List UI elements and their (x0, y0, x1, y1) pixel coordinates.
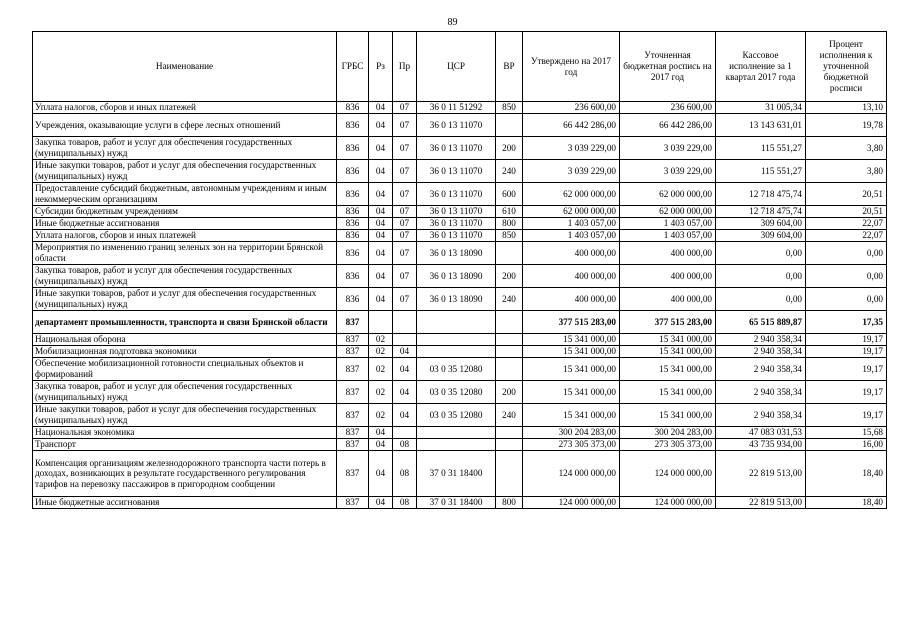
cell-percent: 3,80 (806, 137, 887, 160)
cell-vr: 600 (496, 183, 523, 206)
cell-pr: 07 (393, 137, 417, 160)
cell-pr (393, 311, 417, 334)
cell-rz: 04 (369, 427, 393, 439)
cell-cash: 309 604,00 (716, 218, 806, 230)
cell-pr (393, 334, 417, 346)
cell-csr: 03 0 35 12080 (417, 404, 496, 427)
cell-grbs: 837 (337, 427, 369, 439)
cell-name: Предоставление субсидий бюджетным, автономным учреждениям и иным некоммерческим организациям (33, 183, 337, 206)
cell-csr: 36 0 13 11070 (417, 137, 496, 160)
cell-approved: 300 204 283,00 (523, 427, 620, 439)
cell-percent: 19,17 (806, 358, 887, 381)
cell-csr (417, 439, 496, 451)
cell-cash: 13 143 631,01 (716, 114, 806, 137)
cell-approved: 236 600,00 (523, 102, 620, 114)
cell-refined: 400 000,00 (620, 265, 716, 288)
cell-name: Мероприятия по изменению границ зеленых зон на территории Брянской области (33, 242, 337, 265)
cell-percent: 20,51 (806, 183, 887, 206)
table-row (33, 114, 887, 137)
table-row (33, 311, 887, 334)
cell-approved: 1 403 057,00 (523, 230, 620, 242)
cell-cash: 309 604,00 (716, 230, 806, 242)
cell-vr (496, 358, 523, 381)
cell-csr: 03 0 35 12080 (417, 358, 496, 381)
cell-rz: 04 (369, 242, 393, 265)
cell-cash: 2 940 358,34 (716, 358, 806, 381)
cell-grbs: 836 (337, 265, 369, 288)
cell-vr: 850 (496, 230, 523, 242)
cell-percent: 18,40 (806, 497, 887, 509)
cell-rz: 02 (369, 346, 393, 358)
cell-rz: 04 (369, 230, 393, 242)
table-row (33, 427, 887, 439)
cell-approved: 62 000 000,00 (523, 183, 620, 206)
cell-approved: 15 341 000,00 (523, 381, 620, 404)
cell-approved: 15 341 000,00 (523, 334, 620, 346)
cell-pr: 07 (393, 242, 417, 265)
cell-grbs: 837 (337, 497, 369, 509)
cell-pr: 07 (393, 206, 417, 218)
cell-grbs: 836 (337, 230, 369, 242)
cell-cash: 0,00 (716, 242, 806, 265)
cell-grbs: 836 (337, 137, 369, 160)
budget-table (32, 31, 887, 509)
cell-grbs: 836 (337, 114, 369, 137)
cell-pr: 04 (393, 404, 417, 427)
cell-name: Компенсация организациям железнодорожного транспорта части потерь в доходах, возникающих в результате государственного регулирования тарифов на перевозку пассажиров в пригородном сообщении (33, 451, 337, 497)
cell-csr: 36 0 13 18090 (417, 265, 496, 288)
cell-grbs: 837 (337, 381, 369, 404)
cell-name: Иные закупки товаров, работ и услуг для обеспечения государственных (муниципальных) нужд (33, 160, 337, 183)
table-row (33, 346, 887, 358)
cell-refined: 1 403 057,00 (620, 230, 716, 242)
table-body (33, 102, 887, 509)
cell-percent: 0,00 (806, 242, 887, 265)
cell-grbs: 837 (337, 358, 369, 381)
cell-rz: 04 (369, 451, 393, 497)
cell-csr: 03 0 35 12080 (417, 381, 496, 404)
col-header-refined: Уточненная бюджетная роспись на 2017 год (620, 32, 716, 102)
cell-csr: 36 0 13 11070 (417, 218, 496, 230)
col-header-vr: ВР (496, 32, 523, 102)
cell-cash: 115 551,27 (716, 160, 806, 183)
cell-approved: 124 000 000,00 (523, 497, 620, 509)
col-header-approved: Утверждено на 2017 год (523, 32, 620, 102)
cell-name: Закупка товаров, работ и услуг для обеспечения государственных (муниципальных) нужд (33, 265, 337, 288)
cell-name: Иные закупки товаров, работ и услуг для обеспечения государственных (муниципальных) нужд (33, 288, 337, 311)
cell-name: Обеспечение мобилизационной готовности специальных объектов и формирований (33, 358, 337, 381)
cell-vr (496, 439, 523, 451)
cell-vr: 800 (496, 218, 523, 230)
cell-approved: 15 341 000,00 (523, 346, 620, 358)
cell-vr (496, 427, 523, 439)
cell-csr: 36 0 13 11070 (417, 160, 496, 183)
cell-percent: 19,17 (806, 334, 887, 346)
cell-vr: 610 (496, 206, 523, 218)
cell-pr: 08 (393, 439, 417, 451)
cell-cash: 115 551,27 (716, 137, 806, 160)
table-row (33, 206, 887, 218)
cell-name: Уплата налогов, сборов и иных платежей (33, 230, 337, 242)
cell-approved: 15 341 000,00 (523, 358, 620, 381)
cell-refined: 236 600,00 (620, 102, 716, 114)
cell-rz: 04 (369, 497, 393, 509)
cell-percent: 19,17 (806, 346, 887, 358)
cell-cash: 2 940 358,34 (716, 404, 806, 427)
col-header-grbs: ГРБС (337, 32, 369, 102)
cell-pr: 07 (393, 288, 417, 311)
col-header-pr: Пр (393, 32, 417, 102)
cell-csr (417, 427, 496, 439)
cell-percent: 3,80 (806, 160, 887, 183)
col-header-csr: ЦСР (417, 32, 496, 102)
col-header-cash: Кассовое исполнение за 1 квартал 2017 года (716, 32, 806, 102)
cell-csr: 36 0 11 51292 (417, 102, 496, 114)
cell-refined: 15 341 000,00 (620, 346, 716, 358)
table-row (33, 497, 887, 509)
cell-refined: 15 341 000,00 (620, 404, 716, 427)
cell-approved: 66 442 286,00 (523, 114, 620, 137)
cell-vr: 200 (496, 381, 523, 404)
cell-cash: 2 940 358,34 (716, 334, 806, 346)
cell-refined: 15 341 000,00 (620, 334, 716, 346)
cell-name: Учреждения, оказывающие услуги в сфере лесных отношений (33, 114, 337, 137)
cell-name: Уплата налогов, сборов и иных платежей (33, 102, 337, 114)
cell-cash: 12 718 475,74 (716, 206, 806, 218)
cell-vr (496, 334, 523, 346)
cell-cash: 65 515 889,87 (716, 311, 806, 334)
cell-rz: 02 (369, 404, 393, 427)
cell-csr: 36 0 13 11070 (417, 230, 496, 242)
cell-rz: 04 (369, 439, 393, 451)
cell-vr (496, 114, 523, 137)
cell-approved: 15 341 000,00 (523, 404, 620, 427)
cell-refined: 400 000,00 (620, 242, 716, 265)
cell-cash: 43 735 934,00 (716, 439, 806, 451)
cell-percent: 20,51 (806, 206, 887, 218)
cell-approved: 3 039 229,00 (523, 160, 620, 183)
cell-refined: 1 403 057,00 (620, 218, 716, 230)
cell-vr: 240 (496, 160, 523, 183)
cell-percent: 17,35 (806, 311, 887, 334)
cell-cash: 0,00 (716, 265, 806, 288)
cell-percent: 16,00 (806, 439, 887, 451)
cell-grbs: 836 (337, 183, 369, 206)
cell-pr: 04 (393, 381, 417, 404)
cell-rz: 04 (369, 137, 393, 160)
cell-csr (417, 311, 496, 334)
cell-rz: 04 (369, 288, 393, 311)
cell-csr: 37 0 31 18400 (417, 497, 496, 509)
cell-cash: 2 940 358,34 (716, 346, 806, 358)
cell-pr: 07 (393, 183, 417, 206)
cell-percent: 0,00 (806, 265, 887, 288)
cell-refined: 66 442 286,00 (620, 114, 716, 137)
cell-percent: 22,07 (806, 218, 887, 230)
cell-refined: 400 000,00 (620, 288, 716, 311)
cell-csr: 36 0 13 11070 (417, 206, 496, 218)
cell-approved: 273 305 373,00 (523, 439, 620, 451)
cell-rz: 04 (369, 102, 393, 114)
cell-grbs: 836 (337, 288, 369, 311)
cell-percent: 22,07 (806, 230, 887, 242)
cell-percent: 15,68 (806, 427, 887, 439)
cell-percent: 19,78 (806, 114, 887, 137)
table-row (33, 439, 887, 451)
header-row (33, 32, 887, 102)
table-row (33, 451, 887, 497)
cell-csr: 36 0 13 18090 (417, 288, 496, 311)
col-header-rz: Рз (369, 32, 393, 102)
cell-vr (496, 311, 523, 334)
cell-cash: 22 819 513,00 (716, 497, 806, 509)
col-header-percent: Процент исполнения к уточненной бюджетной росписи (806, 32, 887, 102)
cell-grbs: 836 (337, 102, 369, 114)
cell-vr: 850 (496, 102, 523, 114)
cell-vr: 200 (496, 265, 523, 288)
table-row (33, 160, 887, 183)
cell-refined: 15 341 000,00 (620, 381, 716, 404)
cell-pr: 07 (393, 114, 417, 137)
cell-name: Иные бюджетные ассигнования (33, 497, 337, 509)
cell-approved: 1 403 057,00 (523, 218, 620, 230)
cell-csr: 37 0 31 18400 (417, 451, 496, 497)
table-row (33, 334, 887, 346)
cell-refined: 124 000 000,00 (620, 497, 716, 509)
cell-name: Иные закупки товаров, работ и услуг для обеспечения государственных (муниципальных) нужд (33, 404, 337, 427)
cell-rz: 04 (369, 114, 393, 137)
cell-cash: 12 718 475,74 (716, 183, 806, 206)
cell-approved: 377 515 283,00 (523, 311, 620, 334)
table-row (33, 218, 887, 230)
cell-name: Национальная экономика (33, 427, 337, 439)
cell-approved: 400 000,00 (523, 242, 620, 265)
table-row (33, 358, 887, 381)
cell-percent: 13,10 (806, 102, 887, 114)
cell-pr: 07 (393, 230, 417, 242)
cell-cash: 47 083 031,53 (716, 427, 806, 439)
cell-refined: 62 000 000,00 (620, 183, 716, 206)
cell-cash: 22 819 513,00 (716, 451, 806, 497)
cell-rz: 02 (369, 334, 393, 346)
cell-vr: 240 (496, 404, 523, 427)
cell-pr: 07 (393, 218, 417, 230)
cell-percent: 18,40 (806, 451, 887, 497)
cell-refined: 377 515 283,00 (620, 311, 716, 334)
cell-pr: 07 (393, 160, 417, 183)
cell-csr: 36 0 13 18090 (417, 242, 496, 265)
cell-vr: 240 (496, 288, 523, 311)
cell-grbs: 836 (337, 160, 369, 183)
cell-refined: 15 341 000,00 (620, 358, 716, 381)
table-row (33, 137, 887, 160)
cell-pr: 07 (393, 102, 417, 114)
cell-rz: 04 (369, 265, 393, 288)
cell-pr: 08 (393, 451, 417, 497)
cell-csr (417, 334, 496, 346)
cell-csr: 36 0 13 11070 (417, 183, 496, 206)
cell-grbs: 837 (337, 439, 369, 451)
cell-refined: 3 039 229,00 (620, 137, 716, 160)
table-row (33, 230, 887, 242)
cell-rz: 04 (369, 206, 393, 218)
cell-pr: 08 (393, 497, 417, 509)
cell-csr (417, 346, 496, 358)
table-row (33, 183, 887, 206)
cell-rz: 02 (369, 358, 393, 381)
cell-name: Мобилизационная подготовка экономики (33, 346, 337, 358)
page-number: 89 (447, 17, 458, 28)
table-row (33, 288, 887, 311)
cell-rz: 04 (369, 218, 393, 230)
cell-pr (393, 427, 417, 439)
cell-refined: 124 000 000,00 (620, 451, 716, 497)
cell-name: Транспорт (33, 439, 337, 451)
cell-grbs: 837 (337, 346, 369, 358)
table-row (33, 404, 887, 427)
cell-pr: 04 (393, 358, 417, 381)
cell-vr (496, 242, 523, 265)
cell-name: Субсидии бюджетным учреждениям (33, 206, 337, 218)
cell-name: Иные бюджетные ассигнования (33, 218, 337, 230)
cell-vr (496, 346, 523, 358)
cell-csr: 36 0 13 11070 (417, 114, 496, 137)
cell-percent: 0,00 (806, 288, 887, 311)
cell-pr: 07 (393, 265, 417, 288)
cell-grbs: 837 (337, 311, 369, 334)
cell-cash: 2 940 358,34 (716, 381, 806, 404)
cell-refined: 273 305 373,00 (620, 439, 716, 451)
table-row (33, 381, 887, 404)
cell-grbs: 836 (337, 242, 369, 265)
cell-percent: 19,17 (806, 404, 887, 427)
cell-approved: 62 000 000,00 (523, 206, 620, 218)
cell-approved: 3 039 229,00 (523, 137, 620, 160)
cell-name: Национальная оборона (33, 334, 337, 346)
table-row (33, 265, 887, 288)
cell-pr: 04 (393, 346, 417, 358)
cell-name: Закупка товаров, работ и услуг для обеспечения государственных (муниципальных) нужд (33, 137, 337, 160)
cell-approved: 400 000,00 (523, 265, 620, 288)
cell-cash: 0,00 (716, 288, 806, 311)
cell-vr: 200 (496, 137, 523, 160)
table-row (33, 102, 887, 114)
table-row (33, 242, 887, 265)
cell-approved: 124 000 000,00 (523, 451, 620, 497)
cell-grbs: 836 (337, 206, 369, 218)
cell-refined: 62 000 000,00 (620, 206, 716, 218)
cell-vr (496, 451, 523, 497)
cell-grbs: 837 (337, 334, 369, 346)
cell-grbs: 837 (337, 404, 369, 427)
cell-approved: 400 000,00 (523, 288, 620, 311)
cell-cash: 31 005,34 (716, 102, 806, 114)
cell-refined: 3 039 229,00 (620, 160, 716, 183)
cell-refined: 300 204 283,00 (620, 427, 716, 439)
cell-rz: 02 (369, 381, 393, 404)
cell-vr: 800 (496, 497, 523, 509)
cell-rz: 04 (369, 160, 393, 183)
cell-grbs: 837 (337, 451, 369, 497)
cell-rz (369, 311, 393, 334)
cell-grbs: 836 (337, 218, 369, 230)
cell-name: Закупка товаров, работ и услуг для обеспечения государственных (муниципальных) нужд (33, 381, 337, 404)
cell-rz: 04 (369, 183, 393, 206)
col-header-name: Наименование (33, 32, 337, 102)
cell-percent: 19,17 (806, 381, 887, 404)
cell-name: департамент промышленности, транспорта и связи Брянской области (33, 311, 337, 334)
